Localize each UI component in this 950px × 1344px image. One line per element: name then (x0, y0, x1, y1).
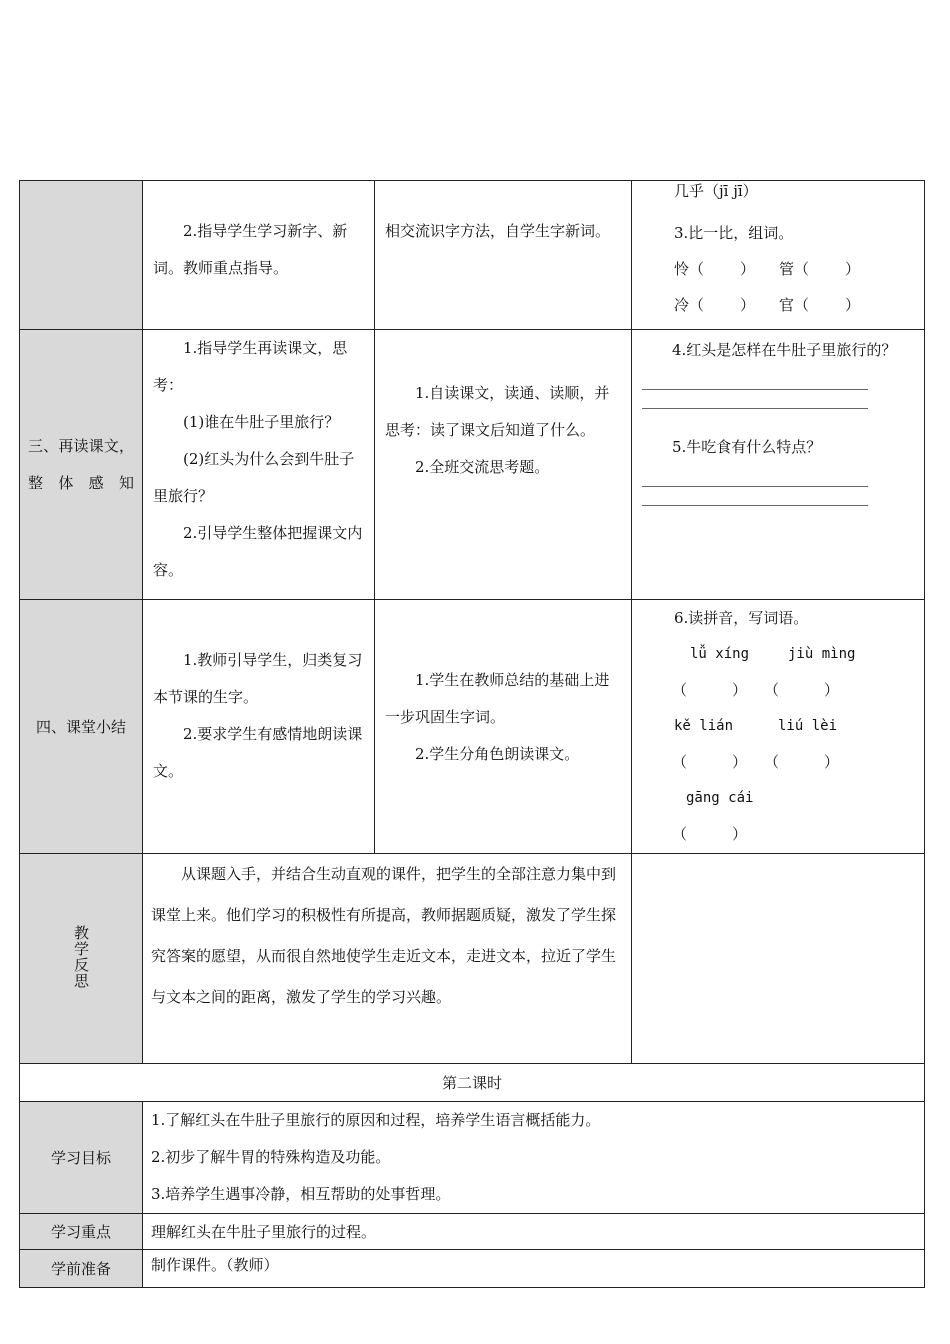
student-activity-cell (375, 181, 632, 330)
pinyin-kelian: kě lián (674, 718, 734, 734)
reflection-label: 教学反思 (72, 924, 90, 989)
teacher-activity-text: 2.指导学生学习新字、新词。教师重点指导。 (153, 222, 348, 277)
paren-close: ） (845, 296, 861, 314)
word-pair-1 (674, 251, 914, 287)
paren-row-1 (672, 672, 914, 708)
focus-label: 学习重点 (20, 1214, 143, 1250)
answer-paren: （ ） (672, 753, 748, 771)
paren-row-2 (672, 744, 914, 780)
teacher-question-2: (2)红头为什么会到牛肚子里旅行？ (153, 450, 355, 505)
row-label: 四、课堂小结 (35, 718, 126, 736)
pinyin-liulei: liú lèi (778, 718, 838, 734)
char-ling: 怜（ (674, 260, 705, 278)
paren-close: ） (845, 260, 861, 278)
answer-line (642, 408, 868, 409)
answer-line (642, 389, 868, 390)
answer-line (642, 486, 868, 487)
paren-row-3 (672, 816, 914, 852)
answer-paren: （ ） (672, 681, 748, 699)
row-summary (20, 600, 925, 854)
pinyin-lvxing: lǚ xíng (690, 646, 750, 662)
row-label-cell (20, 330, 143, 600)
practice-cell (632, 330, 925, 600)
teacher-activity-cell (143, 330, 375, 600)
goal-3: 3.培养学生遇事冷静，相互帮助的处事哲理。 (151, 1185, 451, 1203)
answer-line (642, 505, 868, 506)
answer-paren: （ ） (672, 825, 748, 843)
teacher-question-1: (1)谁在牛肚子里旅行？ (183, 413, 340, 431)
task-5: 5.牛吃食有什么特点？ (672, 438, 822, 456)
task-6: 6.读拼音，写词语。 (674, 609, 809, 627)
row-prep (20, 1250, 925, 1288)
teacher-step-1: 1.指导学生再读课文，思考： (153, 339, 348, 394)
word-pair-2 (674, 287, 914, 323)
teacher-step-1: 1.教师引导学生，归类复习本节课的生字。 (153, 651, 363, 706)
reflection-label-cell (20, 854, 143, 1064)
row-goals (20, 1102, 925, 1214)
prep-cell (143, 1250, 925, 1288)
student-step-2: 2.学生分角色朗读课文。 (415, 745, 580, 763)
student-activity-cell (375, 330, 632, 600)
pinyin-line: 几乎（jī jī） (674, 182, 758, 200)
char-leng: 冷（ (674, 296, 705, 314)
reflection-text: 从课题入手，并结合生动直观的课件，把学生的全部注意力集中到课堂上来。他们学习的积极性有所提高，教师据题质疑，激发了学生探究答案的愿望，从而很自然地使学生走近文本，走进文本，拉近了学生与文本之间的距离，激发了学生的学习兴趣。 (151, 865, 617, 1006)
answer-paren: （ ） (764, 753, 840, 771)
pinyin-jiuming: jiù mìng (788, 646, 856, 662)
task-3: 3.比一比，组词。 (674, 224, 794, 242)
row-label: 三、再读课文，整体感知 (28, 436, 134, 492)
goal-1: 1.了解红头在牛肚子里旅行的原因和过程，培养学生语言概括能力。 (151, 1111, 601, 1129)
prep-label: 学前准备 (20, 1250, 143, 1288)
practice-cell (632, 181, 925, 330)
paren-close: ） (740, 296, 756, 314)
pinyin-gangcai: gāng cái (686, 790, 754, 806)
lesson-plan-table (19, 180, 925, 1288)
row-reread (20, 330, 925, 600)
reflection-empty-cell (632, 854, 925, 1064)
goals-cell (143, 1102, 925, 1214)
row-lesson2-title (20, 1064, 925, 1102)
student-activity-text: 相交流识字方法，自学生字新词。 (385, 222, 611, 240)
focus-cell (143, 1214, 925, 1250)
row-label-empty (20, 181, 143, 330)
answer-paren: （ ） (764, 681, 840, 699)
row-label-cell (20, 600, 143, 854)
goals-label: 学习目标 (20, 1102, 143, 1214)
student-activity-cell (375, 600, 632, 854)
student-step-1: 1.自读课文，读通、读顺，并思考：读了课文后知道了什么。 (385, 384, 610, 439)
teacher-step-2: 2.引导学生整体把握课文内容。 (153, 524, 363, 579)
student-step-1: 1.学生在教师总结的基础上进一步巩固生字词。 (385, 671, 610, 726)
practice-cell (632, 600, 925, 854)
goal-2: 2.初步了解牛胃的特殊构造及功能。 (151, 1148, 391, 1166)
teacher-step-2: 2.要求学生有感情地朗读课文。 (153, 725, 363, 780)
reflection-text-cell (143, 854, 632, 1064)
paren-close: ） (740, 260, 756, 278)
teacher-activity-cell (143, 181, 375, 330)
lesson2-title: 第二课时 (20, 1064, 925, 1102)
char-guan: 管（ (779, 260, 810, 278)
pinyin-row-2 (672, 708, 914, 744)
focus-text: 理解红头在牛肚子里旅行的过程。 (151, 1223, 377, 1241)
row-focus (20, 1214, 925, 1250)
prep-text: 制作课件。（教师） (151, 1256, 279, 1274)
row-literacy (20, 181, 925, 330)
char-guan2: 官（ (779, 296, 810, 314)
teacher-activity-cell (143, 600, 375, 854)
task-4: 4.红头是怎样在牛肚子里旅行的？ (672, 341, 897, 359)
row-reflection (20, 854, 925, 1064)
pinyin-row-1 (672, 636, 914, 672)
student-step-2: 2.全班交流思考题。 (415, 458, 550, 476)
